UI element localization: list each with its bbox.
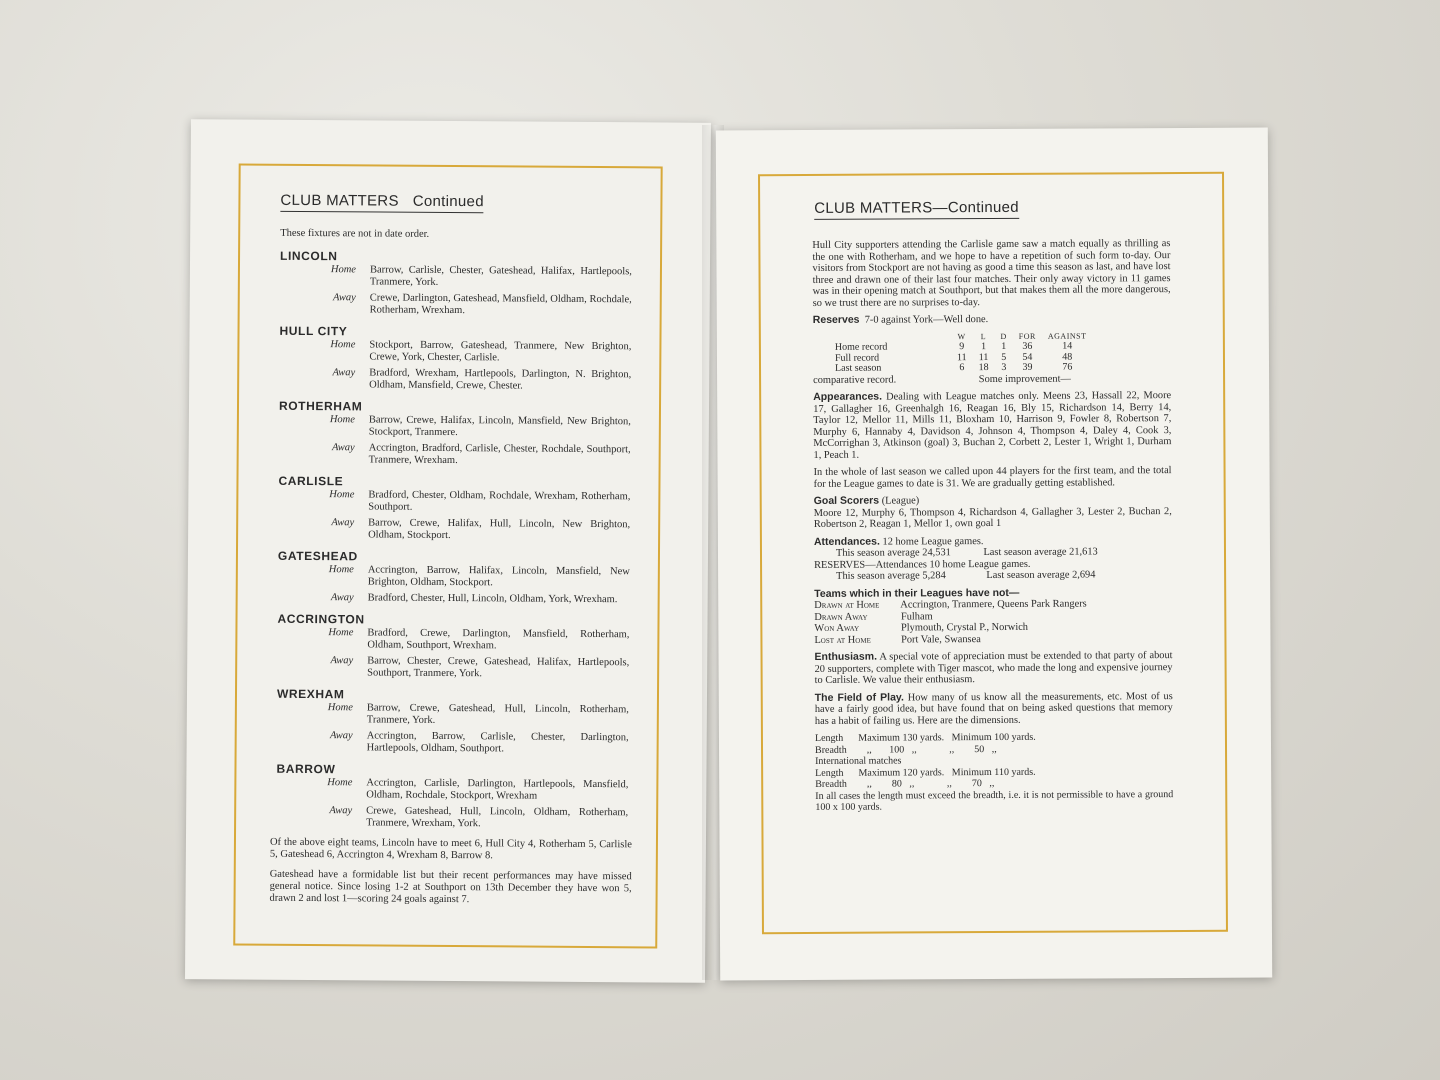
row-value: 54	[1022, 351, 1033, 363]
team-name: WREXHAM	[276, 686, 345, 702]
fixtures-note: These fixtures are not in date order.	[280, 227, 430, 240]
reserves-table	[835, 331, 1093, 374]
reserves-col-header: FOR	[1018, 331, 1036, 341]
row-value: 48	[1062, 351, 1073, 363]
reserves-col-header: D	[1000, 331, 1007, 341]
row-value: 11	[956, 351, 967, 363]
row-value: 76	[1062, 361, 1073, 373]
away-label: Away	[330, 655, 354, 667]
summary-paragraph: Of the above eight teams, Lincoln have to meet 6, Hull City 4, Rotherham 5, Carlisle 5, Gateshead 6, Accrington 4, Wrexham 8, Barrow 8.	[269, 836, 632, 862]
home-fixtures	[276, 777, 640, 804]
row-value: 1	[1001, 340, 1007, 352]
team-fixtures	[279, 399, 643, 469]
category: Won Away	[814, 622, 860, 634]
team-name: ROTHERHAM	[278, 398, 363, 414]
team-fixtures	[278, 474, 642, 544]
reserves-line	[813, 313, 1171, 326]
teams: Accrington, Tranmere, Queens Park Rangers	[900, 598, 1087, 611]
left-page-border	[233, 164, 662, 949]
heading-text: CLUB MATTERS	[814, 199, 933, 217]
reserves-col-header: AGAINST	[1047, 331, 1087, 341]
home-fixtures	[280, 264, 644, 291]
comparative-line	[813, 373, 1171, 386]
field-of-play-heading: The Field of Play.	[814, 690, 904, 704]
home-fixtures	[277, 627, 641, 654]
dimensions-block	[815, 731, 1209, 814]
team-name: HULL CITY	[279, 323, 348, 339]
team-fixtures	[277, 612, 641, 682]
team-name: BARROW	[276, 761, 336, 777]
reserves-heading: Reserves	[812, 313, 860, 326]
row-label: Last season	[834, 362, 882, 374]
att-this-season: This season average 24,531	[835, 547, 951, 559]
team-name: CARLISLE	[278, 473, 344, 489]
away-fixtures	[277, 730, 641, 757]
teams-have-not-list	[814, 598, 1172, 646]
team-name: GATESHEAD	[277, 548, 358, 564]
team-fixtures	[278, 549, 642, 607]
teams-have-not-section	[814, 587, 1172, 646]
home-label: Home	[328, 564, 354, 576]
row-value: 11	[978, 351, 989, 363]
home-fixtures	[279, 339, 643, 366]
row-value: 14	[1062, 340, 1073, 352]
home-list: Stockport, Barrow, Gateshead, Tranmere, New Brighton, Crewe, York, Chester, Carlisle.	[369, 339, 632, 364]
right-page-border	[758, 172, 1228, 934]
att-reserves: RESERVES—Attendances 10 home League games.	[814, 558, 1031, 571]
away-list: Crewe, Gateshead, Hull, Lincoln, Oldham, Rotherham, Tranmere, Wrexham, York.	[366, 805, 629, 830]
right-page	[716, 128, 1272, 981]
home-label: Home	[329, 414, 355, 426]
teams: Fulham	[900, 610, 933, 622]
home-list: Accrington, Carlisle, Darlington, Hartlepools, Mansfield, Oldham, Rochdale, Stockport, Wrexham	[366, 777, 629, 802]
team-fixtures	[276, 762, 640, 832]
right-content	[760, 174, 1226, 932]
away-fixtures	[280, 292, 644, 319]
home-label: Home	[327, 777, 353, 789]
category: Drawn Away	[814, 611, 868, 623]
goal-scorers-paragraph	[814, 494, 1172, 530]
away-label: Away	[332, 292, 356, 304]
left-content	[235, 166, 660, 947]
intro-paragraph: Hull City supporters attending the Carlisle game saw a match equally as thrilling as the one with Rotherham, and we hope to have a repetition of such form to-day. Our visitors from Stockport are not having as good a time this season as last, and have lost three and drawn one of their last four matches. Their only away victory in 11 games was in their opening match at Southport, but that makes them all the more dangerous, so we trust there are no surprises to-day.	[812, 238, 1171, 309]
row-value: 18	[978, 362, 989, 374]
open-booklet	[180, 115, 1275, 990]
teams-have-not-heading: Teams which in their Leagues have not—	[814, 586, 1020, 600]
team-name: LINCOLN	[280, 248, 338, 264]
home-label: Home	[328, 627, 354, 639]
row-label: Full record	[834, 352, 880, 364]
home-list: Barrow, Crewe, Gateshead, Hull, Lincoln, Rotherham, Tranmere, York.	[366, 702, 629, 726]
reserves-col-header: L	[980, 331, 987, 341]
away-fixtures	[279, 367, 643, 394]
row-value: 39	[1022, 361, 1033, 373]
dim-intl-breadth: Breadth ,, 80 ,, ,, 70 ,,	[815, 778, 995, 790]
home-fixtures	[279, 414, 643, 441]
home-fixtures	[278, 564, 642, 591]
appearances-text: Dealing with League matches only. Meens 23, Hassall 22, Moore 17, Gallagher 16, Greenhalgh 16, Reagan 16, Bly 15, Richardson 14, Berry 14, Taylor 12, Mellor 11, Mills 11, Bloxham 10, Harrison 9, Fowler 8, Robertson 7, Murphy 6, Hannaby 4, Davidson 4, Johnson 4, Thompson 4, Daley 4, Cook 3, McCorrighan 3, Atkinson (goal) 3, Buchan 2, Corbett 2, Lester 1, Wright 1, Durham 1, Peach 1.	[813, 390, 1172, 461]
home-label: Home	[330, 339, 356, 351]
teams-have-not-row	[814, 633, 1172, 646]
attendances-text: 12 home League games.	[882, 535, 984, 548]
heading-text: CLUB MATTERS	[280, 191, 399, 210]
field-of-play-paragraph	[815, 691, 1173, 727]
away-fixtures	[278, 592, 642, 607]
dim-breadth: Breadth ,, 100 ,, ,, 50 ,,	[814, 743, 997, 756]
enthusiasm-text: A special vote of appreciation must be extended to that party of about 20 supporters, complete with Tiger mascot, who made the long and expensive journey to Carlisle. We value their enthusiasm.	[814, 650, 1173, 686]
team-fixtures	[277, 687, 641, 757]
intl-heading: International matches	[815, 755, 902, 767]
home-list: Barrow, Crewe, Halifax, Lincoln, Mansfield, New Brighton, Stockport, Tranmere.	[368, 414, 631, 439]
goal-scorers-text: Moore 12, Murphy 6, Thompson 4, Richardson 4, Gallagher 3, Lester 2, Buchan 2, Robertson 2, Reagan 1, Mellor 1, own goal 1	[813, 505, 1172, 530]
away-label: Away	[331, 442, 355, 454]
away-label: Away	[329, 805, 353, 817]
away-list: Barrow, Crewe, Halifax, Hull, Lincoln, New Brighton, Oldham, Stockport.	[368, 517, 631, 542]
home-label: Home	[327, 702, 353, 714]
away-fixtures	[276, 805, 640, 832]
left-page	[185, 119, 711, 983]
dim-intl-length: Length Maximum 120 yards. Minimum 110 yards.	[815, 766, 1036, 779]
row-value: 9	[959, 341, 965, 353]
away-label: Away	[332, 367, 356, 379]
fixtures-list	[252, 249, 644, 832]
teams: Plymouth, Crystal P., Norwich	[900, 621, 1029, 634]
field-of-play-text: How many of us know all the measurements, etc. Most of us have a fairly good idea, but have found that on being asked questions that memory has a habit of failing us. Here are the dimensions.	[814, 690, 1173, 727]
att-last-season: Last season average 21,613	[983, 546, 1098, 559]
away-list: Accrington, Bradford, Carlisle, Chester, Rochdale, Southport, Tranmere, Wrexham.	[368, 442, 631, 467]
row-value: 3	[1001, 361, 1007, 373]
home-fixtures	[277, 702, 641, 729]
away-fixtures	[277, 655, 641, 682]
heading-continued: —Continued	[932, 198, 1019, 217]
enthusiasm-paragraph	[815, 650, 1173, 686]
dim-length: Length Maximum 130 yards. Minimum 100 yards.	[814, 731, 1036, 744]
heading-continued: Continued	[412, 192, 484, 211]
home-list: Barrow, Carlisle, Chester, Gateshead, Halifax, Hartlepools, Tranmere, York.	[369, 264, 632, 288]
reserves-text: 7-0 against York—Well done.	[864, 314, 989, 326]
row-value: 6	[959, 362, 965, 374]
appearances-paragraph	[813, 390, 1171, 461]
away-list: Crewe, Darlington, Gateshead, Mansfield, Oldham, Rochdale, Rotherham, Wrexham.	[369, 292, 632, 317]
category: Drawn at Home	[814, 599, 880, 611]
att-res-this-season: This season average 5,284	[836, 570, 946, 582]
home-list: Bradford, Crewe, Darlington, Mansfield, Rotherham, Oldham, Southport, Wrexham.	[367, 627, 630, 652]
dim-final-note: In all cases the length must exceed the breadth, i.e. it is not permissible to have a ground 100 x 100 yards.	[815, 788, 1174, 813]
players-paragraph: In the whole of last season we called upon 44 players for the first team, and the total for the League games to date is 31. We are gradually getting established.	[813, 465, 1172, 490]
home-fixtures	[278, 489, 642, 516]
home-label: Home	[329, 489, 355, 501]
reserves-col-header: W	[957, 331, 966, 341]
right-heading	[814, 199, 1019, 220]
goal-scorers-sub: (League)	[881, 495, 920, 507]
gateshead-paragraph: Gateshead have a formidable list but their recent performances may have missed general notice. Since losing 1-2 at Southport on 13th December they have won 5, drawn 2 and lost 1—scoring 24 goals against 7.	[269, 868, 632, 906]
team-name: ACCRINGTON	[277, 611, 365, 627]
away-label: Away	[329, 730, 353, 742]
appearances-heading: Appearances.	[813, 390, 883, 403]
away-label: Away	[330, 592, 354, 604]
att-res-last-season: Last season average 2,694	[986, 569, 1096, 582]
goal-scorers-heading: Goal Scorers	[813, 494, 880, 507]
comparative-text: comparative record.	[813, 374, 897, 386]
away-list: Bradford, Wrexham, Hartlepools, Darlington, N. Brighton, Oldham, Mansfield, Crewe, Chester.	[369, 367, 632, 392]
away-list: Bradford, Chester, Hull, Lincoln, Oldham, York, Wrexham.	[367, 592, 618, 606]
teams: Port Vale, Swansea	[901, 633, 981, 645]
category: Lost at Home	[814, 634, 871, 646]
home-list: Accrington, Barrow, Halifax, Lincoln, Mansfield, New Brighton, Oldham, Stockport.	[367, 564, 630, 589]
home-label: Home	[330, 264, 356, 276]
enthusiasm-heading: Enthusiasm.	[814, 650, 878, 663]
team-fixtures	[279, 324, 643, 394]
away-list: Accrington, Barrow, Carlisle, Chester, Darlington, Hartlepools, Oldham, Southport.	[366, 730, 629, 755]
row-value: 1	[981, 341, 987, 353]
away-fixtures	[278, 517, 642, 544]
away-label: Away	[331, 517, 355, 529]
row-label: Home record	[834, 341, 888, 353]
team-fixtures	[280, 249, 644, 319]
away-fixtures	[279, 442, 643, 469]
home-list: Bradford, Chester, Oldham, Rochdale, Wrexham, Rotherham, Southport.	[368, 489, 631, 513]
row-value: 36	[1022, 340, 1033, 352]
attendances-paragraph	[814, 535, 1172, 583]
improvement-text: Some improvement—	[978, 373, 1071, 385]
row-value: 5	[1001, 351, 1007, 363]
attendances-heading: Attendances.	[813, 535, 880, 548]
left-heading	[280, 192, 484, 213]
away-list: Barrow, Chester, Crewe, Gateshead, Halifax, Hartlepools, Southport, Tranmere, York.	[367, 655, 630, 680]
